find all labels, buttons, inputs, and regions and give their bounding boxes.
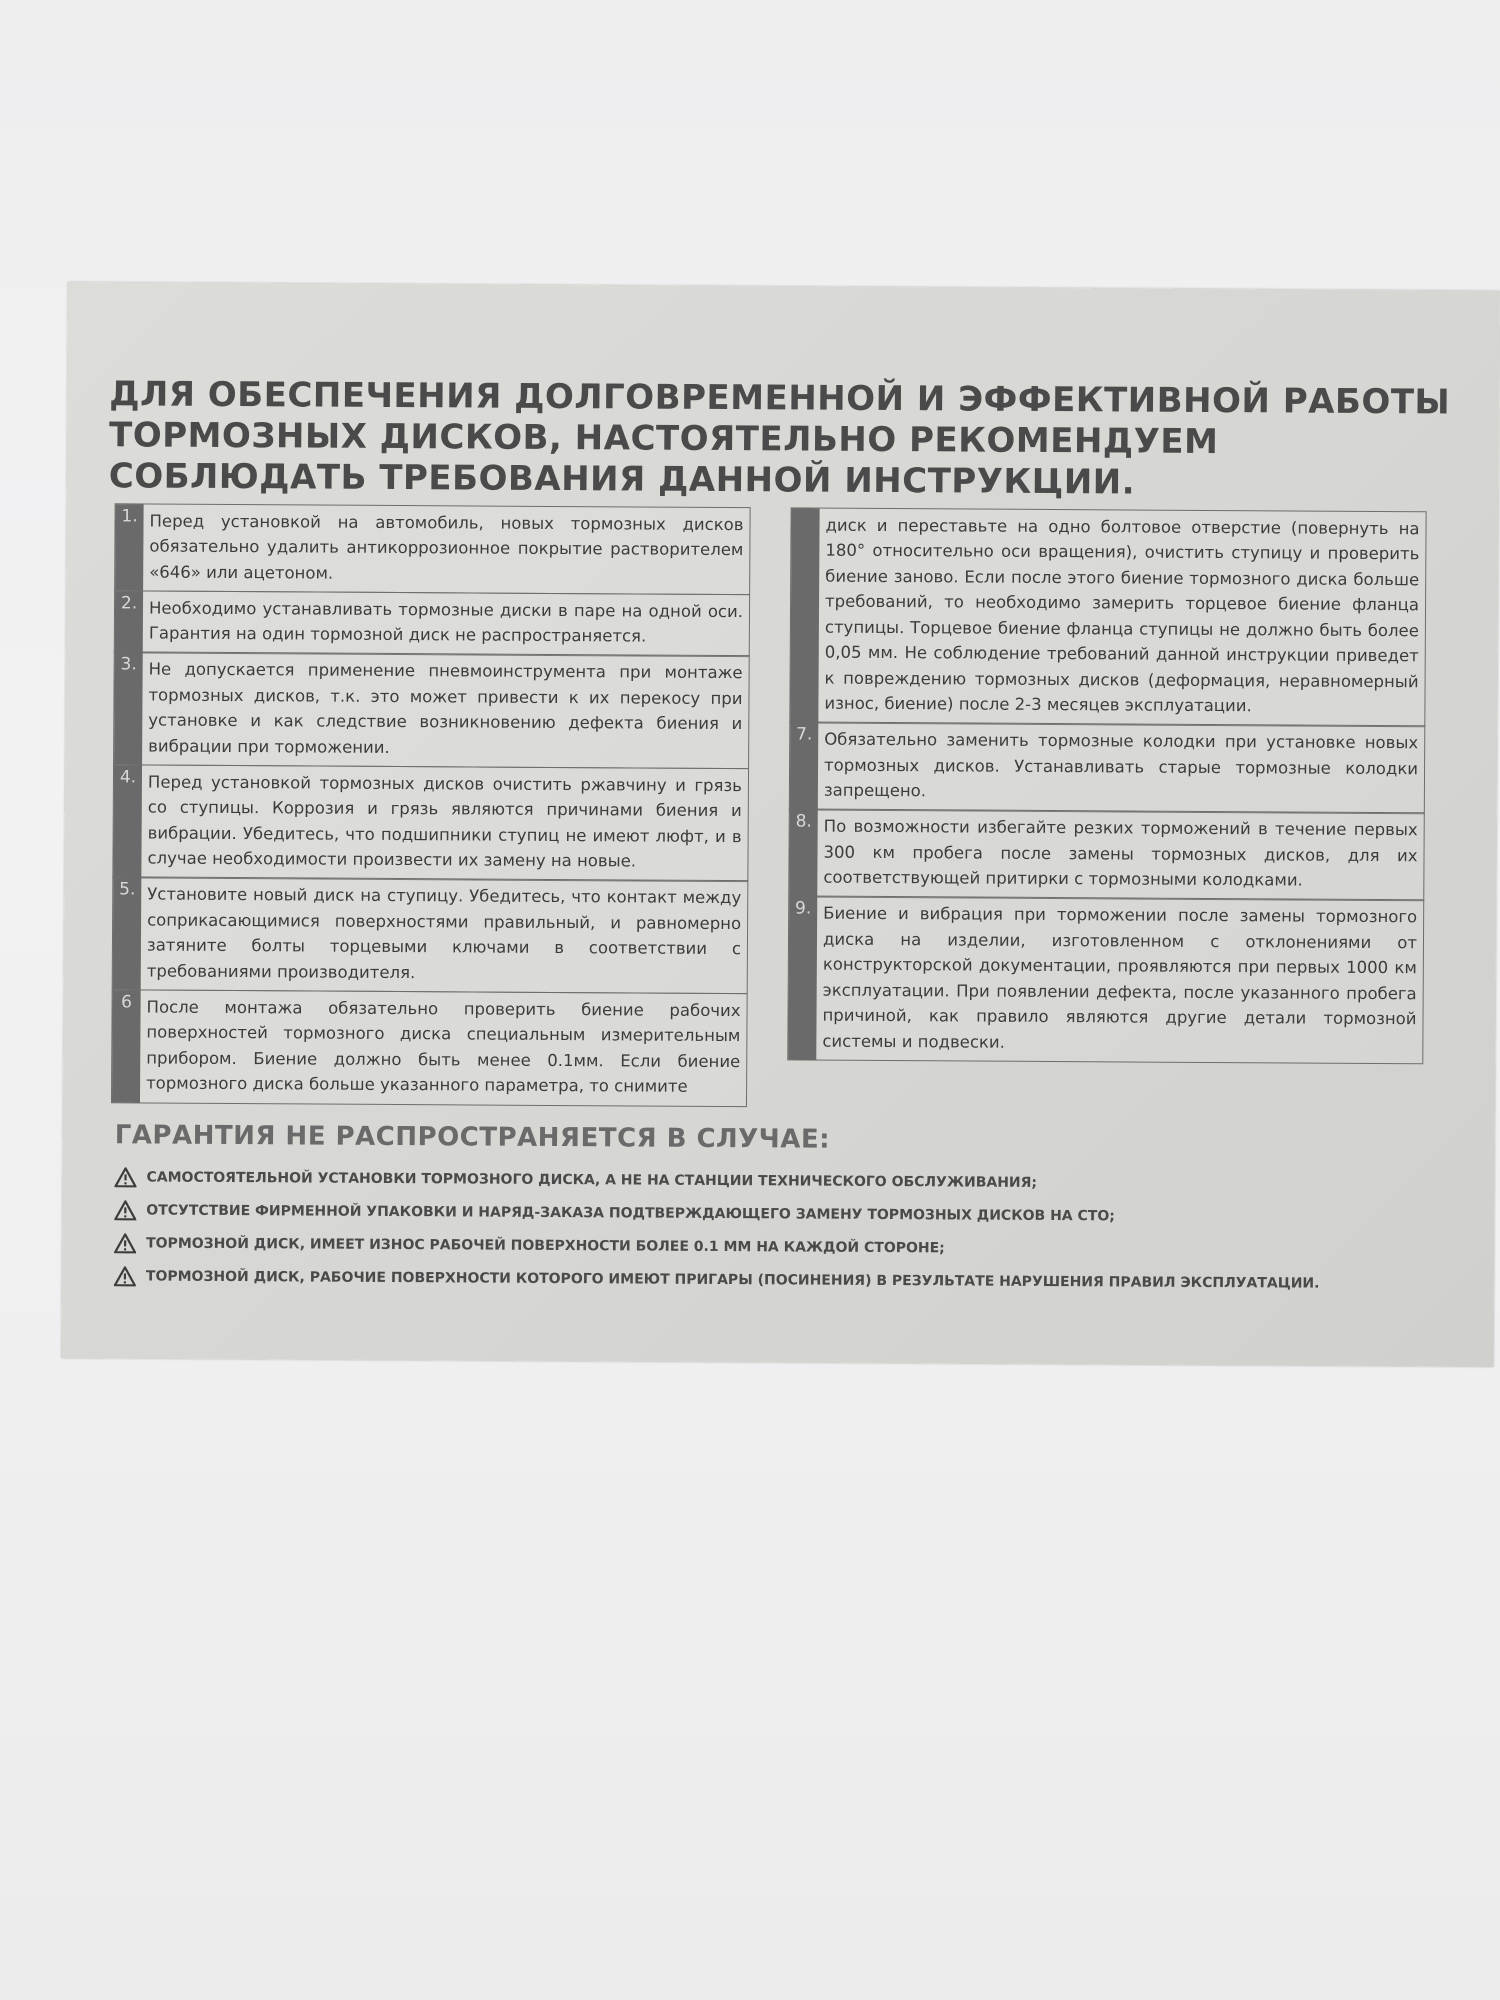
list-item (789, 507, 1426, 727)
warning-triangle-icon (114, 1266, 136, 1286)
item-text: Обязательно заменить тормозные колодки при установке новых тормозных дисков. Устанавливать старые тормозные колодки запрещено. (823, 729, 1419, 801)
list-item (113, 651, 750, 769)
warranty-item-text: САМОСТОЯТЕЛЬНОЙ УСТАНОВКИ ТОРМОЗНОГО ДИСКА, А НЕ НА СТАНЦИИ ТЕХНИЧЕСКОГО ОБСЛУЖИВАНИЯ; (146, 1168, 1038, 1191)
warranty-section (114, 1120, 1455, 1300)
item-number: 5. (113, 877, 142, 989)
item-number: 9. (788, 896, 817, 1059)
warranty-item-text: ТОРМОЗНОЙ ДИСК, РАБОЧИЕ ПОВЕРХНОСТИ КОТОРОГО ИМЕЮТ ПРИГАРЫ (ПОСИНЕНИЯ) В РЕЗУЛЬТАТЕ НАРУШЕНИЯ ПРАВИЛ ЭКСПЛУАТАЦИИ. (145, 1267, 1320, 1292)
item-text: По возможности избегайте резких торможений в течение первых 300 км пробега после замены тормозных дисков, для их соответствующей притирки с тормозными колодками. (823, 816, 1418, 890)
warranty-title: ГАРАНТИЯ НЕ РАСПРОСТРАНЯЕТСЯ В СЛУЧАЕ: (114, 1120, 831, 1155)
item-number: 4. (113, 765, 142, 877)
list-item (111, 989, 748, 1107)
item-number: 1. (115, 504, 144, 591)
item-number: 6 (112, 990, 141, 1102)
headline: ДЛЯ ОБЕСПЕЧЕНИЯ ДОЛГОВРЕМЕННОЙ И ЭФФЕКТИВНОЙ РАБОТЫ ТОРМОЗНЫХ ДИСКОВ, НАСТОЯТЕЛЬНО РЕКОМЕНДУЕМ СОБЛЮДАТЬ ТРЕБОВАНИЯ ДАННОЙ ИНСТРУКЦИИ. (108, 374, 1451, 503)
item-text: После монтажа обязательно проверить биение рабочих поверхностей тормозного диска специальным измерительным прибором. Биение должно быть менее 0.1мм. Если биение тормозного диска больше указанного параметра, то снимите (146, 996, 741, 1096)
item-text: диск и переставьте на одно болтовое отверстие (повернуть на 180° относительно оси вращения), очистить ступицу и проверить биение заново. Если после этого биение тормозного диска больше требований, то необходимо замерить торцевое биение фланца ступицы. Торцевое биение фланца ступицы не должно быть более 0,05 мм. Не соблюдение требований данной инструкции приведет к повреждению тормозных дисков (деформация, неравномерный износ, биение) после 2-3 месяцев эксплуатации. (824, 515, 1420, 716)
item-number: 8. (789, 809, 818, 896)
item-number: 3. (114, 652, 143, 764)
item-number: 7. (790, 722, 819, 809)
item-text: Биение и вибрация при торможении после замены тормозного диска на изделии, изготовленном с отклонениями от конструкторской документации, проявляются при первых 1000 км эксплуатации. При появлении дефекта, после указанного пробега причиной, как правило являются другие детали тормозной системы и подвески. (822, 903, 1418, 1052)
warranty-item (114, 1259, 1454, 1300)
list-item (114, 590, 750, 657)
list-item (789, 721, 1426, 813)
right-column (787, 508, 1426, 1064)
warranty-item-text: ОТСУТСТВИЕ ФИРМЕННОЙ УПАКОВКИ И НАРЯД-ЗАКАЗА ПОДТВЕРЖДАЮЩЕГО ЗАМЕНУ ТОРМОЗНЫХ ДИСКОВ НА СТО; (146, 1201, 1115, 1224)
warranty-item-text: ТОРМОЗНОЙ ДИСК, ИМЕЕТ ИЗНОС РАБОЧЕЙ ПОВЕРХНОСТИ БОЛЕЕ 0.1 ММ НА КАЖДОЙ СТОРОНЕ; (146, 1234, 945, 1256)
list-item (787, 895, 1424, 1064)
list-item (112, 876, 749, 994)
left-column (111, 504, 751, 1106)
list-item (112, 764, 749, 882)
item-text: Необходимо устанавливать тормозные диски в паре на одной оси. Гарантия на один тормозной диск не распространяется. (148, 598, 744, 646)
item-text: Установите новый диск на ступицу. Убедитесь, что контакт между соприкасающимися поверхностями правильный, и равномерно затяните болты торцевыми ключами в соответствии с требованиями производителя. (146, 884, 742, 982)
item-text: Перед установкой тормозных дисков очистить ржавчину и грязь со ступицы. Коррозия и грязь являются причинами биения и вибрации. Убедитесь, что подшипники ступиц не имеют люфт, и в случае необходимости произвести их замену на новые. (147, 771, 742, 871)
warning-triangle-icon (114, 1233, 136, 1253)
item-text: Не допускается применение пневмоинструмента при монтаже тормозных дисков, т.к. это может привести к их перекосу при установке и как следствие возникновению дефекта биения и вибрации при торможении. (148, 659, 743, 757)
list-item (114, 503, 751, 595)
item-number: 2. (115, 591, 143, 652)
item-number (790, 508, 819, 722)
warning-triangle-icon (114, 1200, 136, 1220)
warning-triangle-icon (114, 1167, 136, 1187)
instruction-sheet (61, 282, 1500, 1367)
item-text: Перед установкой на автомобиль, новых тормозных дисков обязательно удалить антикоррозионное покрытие растворителем «646» или ацетоном. (149, 511, 744, 583)
list-item (788, 808, 1425, 900)
